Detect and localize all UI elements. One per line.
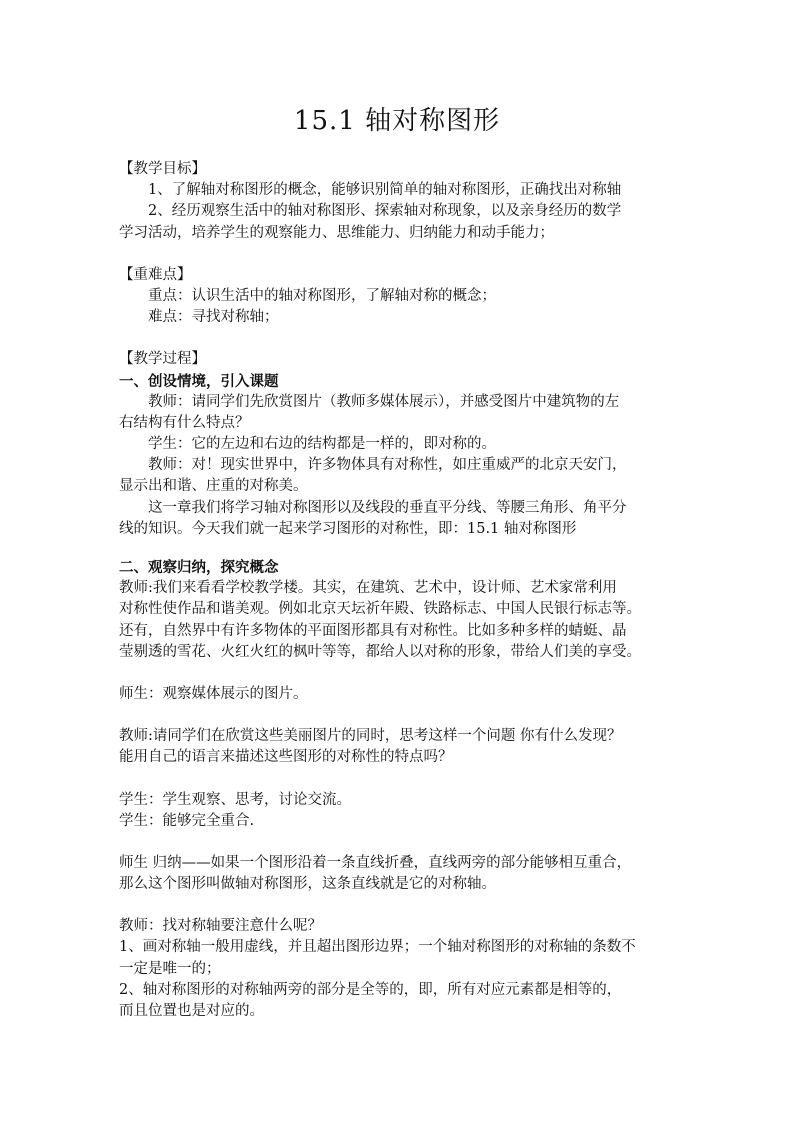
document-body — [119, 159, 679, 1022]
s1-paragraph: 教师：请同学们先欣赏图片（教师多媒体展示），并感受图片中建筑物的左 — [148, 393, 620, 410]
section-2-heading: 二、观察归纳，探究概念 — [119, 559, 279, 576]
focus-point: 重点：认识生活中的轴对称图形，了解轴对称的概念； — [148, 287, 496, 304]
s2-paragraph: 教师:我们来看看学校教学楼。其实，在建筑、艺术中，设计师、艺术家常利用 — [119, 580, 617, 597]
page-title: 15.1 轴对称图形 — [293, 106, 501, 136]
s1-paragraph: 右结构有什么特点？ — [119, 414, 250, 431]
s1-paragraph: 学生：它的左边和右边的结构都是一样的，即对称的。 — [148, 436, 496, 453]
goals-header: 【教学目标】 — [119, 161, 206, 177]
s2-paragraph: 1、画对称轴一般用虚线，并且超出图形边界；一个轴对称图形的对称轴的条数不 — [119, 939, 636, 956]
s2-paragraph: 而且位置也是对应的。 — [119, 1003, 264, 1019]
key-points-header: 【重难点】 — [119, 266, 192, 283]
s2-paragraph: 莹剔透的雪花、火红火红的枫叶等等，都给人以对称的形象，带给人们美的享受。 — [119, 643, 641, 660]
s2-paragraph: 那么这个图形叫做轴对称图形，这条直线就是它的对称轴。 — [119, 876, 496, 893]
s2-paragraph: 能用自己的语言来描述这些图形的对称性的特点吗？ — [119, 749, 453, 766]
s2-paragraph: 2、轴对称图形的对称轴两旁的部分是全等的，即，所有对应元素都是相等的， — [119, 981, 622, 998]
goal-2-line-1: 2、经历观察生活中的轴对称图形、探索轴对称现象，以及亲身经历的数学 — [148, 203, 622, 220]
section-1-heading: 一、创设情境，引入课题 — [119, 372, 279, 390]
s2-paragraph: 教师:请同学们在欣赏这些美丽图片的同时，思考这样一个问题 你有什么发现？ — [119, 728, 622, 745]
s2-paragraph: 师生 归纳——如果一个图形沿着一条直线折叠，直线两旁的部分能够相互重合， — [119, 854, 632, 871]
s2-paragraph: 教师：找对称轴要注意什么呢？ — [119, 918, 322, 935]
s1-paragraph: 线的知识。今天我们就一起来学习图形的对称性，即：15.1 轴对称图形 — [119, 520, 577, 537]
s2-paragraph: 对称性使作品和谐美观。例如北京天坛祈年殿、铁路标志、中国人民银行标志等。 — [119, 601, 641, 618]
s1-paragraph: 教师：对！现实世界中，许多物体具有对称性，如庄重威严的北京天安门， — [148, 457, 627, 474]
s1-paragraph: 这一章我们将学习轴对称图形以及线段的垂直平分线、等腰三角形、角平分 — [148, 499, 627, 516]
s2-paragraph: 学生：学生观察、思考，讨论交流。 — [119, 791, 351, 808]
s1-paragraph: 显示出和谐、庄重的对称美。 — [119, 478, 308, 495]
difficulty-point: 难点：寻找对称轴； — [148, 309, 279, 326]
s2-paragraph: 师生：观察媒体展示的图片。 — [119, 685, 308, 702]
goal-1: 1、了解轴对称图形的概念，能够识别简单的轴对称图形，正确找出对称轴 — [148, 182, 622, 199]
s2-paragraph: 一定是唯一的； — [119, 960, 221, 977]
s2-paragraph: 还有，自然界中有许多物体的平面图形都具有对称性。比如多种多样的蜻蜓、晶 — [119, 622, 627, 639]
s2-paragraph: 学生：能够完全重合. — [119, 812, 255, 829]
goal-2-line-2: 学习活动，培养学生的观察能力、思维能力、归纳能力和动手能力； — [119, 224, 554, 241]
process-header: 【教学过程】 — [119, 351, 206, 368]
